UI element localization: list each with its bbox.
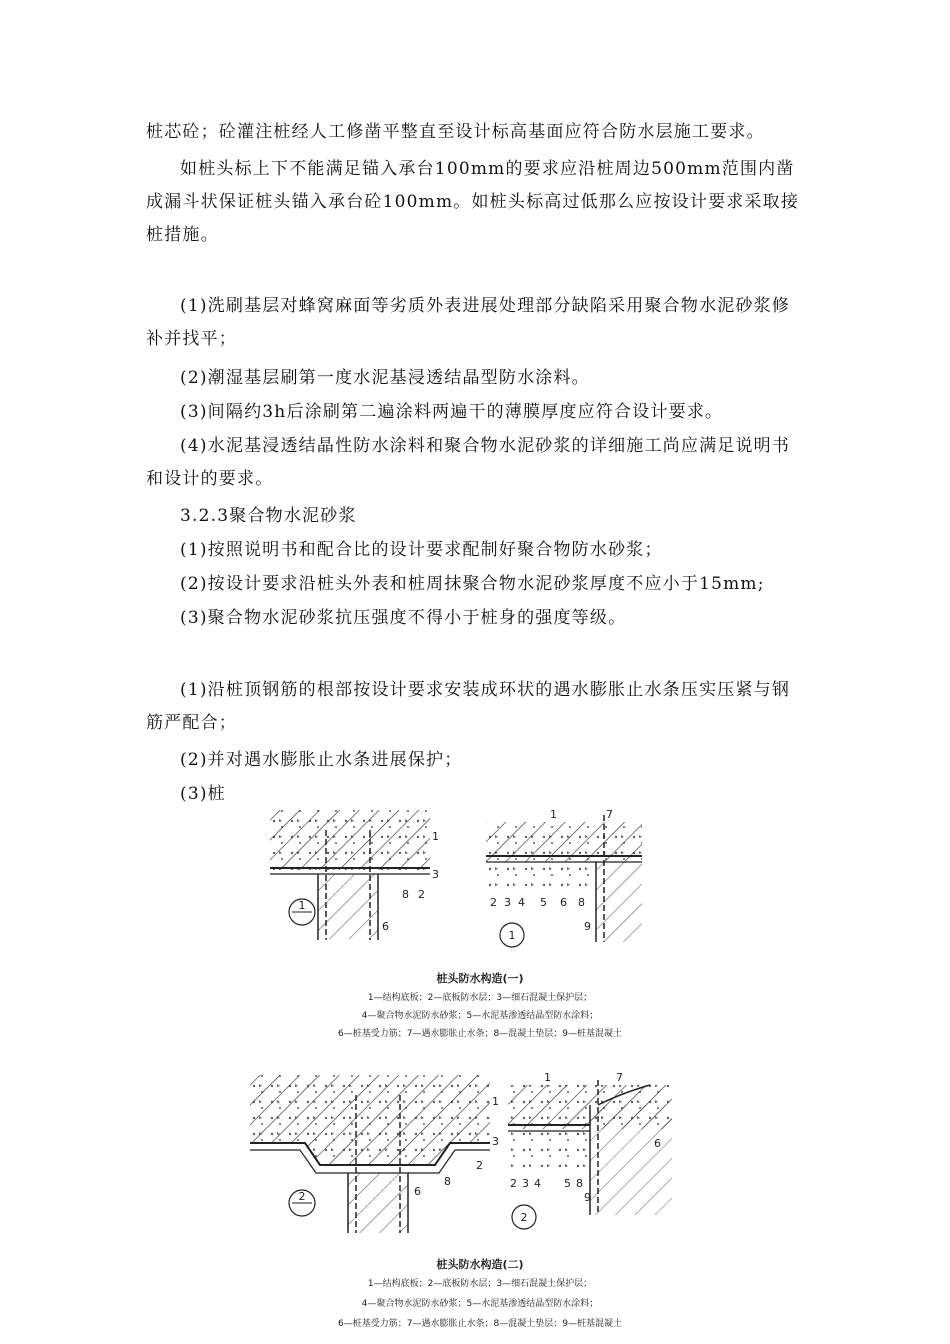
figure-1-caption-line-3: 6—桩基受力筋；7—遇水膨胀止水条；8—混凝土垫层；9—桩基混凝土 [338,1029,622,1039]
mortar-step-1: (1)按照说明书和配合比的设计要求配制好聚合物防水砂浆； [180,540,663,560]
figure-2-caption-line-1: 1—结构底板；2—底板防水层；3—细石混凝土保护层； [367,1279,593,1289]
label-8-right: 8 [578,896,585,909]
label-1-right: 1 [550,808,557,821]
detail-mark-2b: 2 [520,1211,528,1224]
pile-head-waterproofing-figure-2 [250,1065,680,1240]
figure-2-caption-line-2: 4—聚合物水泥防水砂浆；5—水泥基渗透结晶型防水涂料； [361,1299,599,1309]
figure-1-caption-title: 桩头防水构造(一) [436,972,524,985]
label-2: 2 [418,888,425,901]
label-1: 1 [432,830,439,843]
fig2-label-6: 6 [414,1185,421,1198]
fig2-label-1-right: 1 [544,1071,551,1084]
waterstop-step-2: (2)并对遇水膨胀止水条进展保护； [180,750,463,770]
label-4: 4 [518,896,525,909]
label-2-right: 2 [490,896,497,909]
figure-2-caption-line-3: 6—桩基受力筋；7—遇水膨胀止水条；8—混凝土垫层；9—桩基混凝土 [338,1319,622,1329]
fig2-label-4: 4 [534,1177,541,1190]
fig2-label-5: 5 [564,1177,571,1190]
step-3-second-coat: (3)间隔约3h后涂刷第二遍涂料两遍干的薄膜厚度应符合设计要求。 [180,402,724,422]
label-8: 8 [402,888,409,901]
step-4-requirements: (4)水泥基浸透结晶性防水涂料和聚合物水泥砂浆的详细施工尚应满足说明书和设计的要求。 [146,436,791,489]
label-6: 6 [382,920,389,933]
detail-mark-1b: 1 [508,929,516,942]
section-heading-3-2-3: 3.2.3聚合物水泥砂浆 [180,506,357,526]
fig2-label-8-right: 8 [576,1177,583,1190]
paragraph-2: 如桩头标上下不能满足锚入承台100mm的要求应沿桩周边500mm范围内凿成漏斗状保证桩头锚入承台砼100mm。如桩头标高过低那么应按设计要求采取接桩措施。 [146,159,800,245]
detail-mark-2a: 2 [298,1190,306,1203]
step-2-first-coat: (2)潮湿基层刷第一度水泥基浸透结晶型防水涂料。 [180,368,590,388]
waterstop-step-3: (3)桩 [180,784,226,804]
fig2-label-3-right: 3 [522,1177,529,1190]
paragraph-1: 桩芯砼；砼灌注桩经人工修凿平整直至设计标高基面应符合防水层施工要求。 [146,122,765,142]
pile-head-waterproofing-figure-1 [270,800,650,950]
fig2-label-7: 7 [616,1071,623,1084]
label-3: 3 [432,868,439,881]
waterstop-step-1: (1)沿桩顶钢筋的根部按设计要求安装成环状的遇水膨胀止水条压实压紧与钢筋严配合； [146,680,791,733]
figure-1-caption-line-1: 1—结构底板；2—底板防水层；3—细石混凝土保护层； [367,993,593,1003]
fig2-label-8: 8 [444,1175,451,1188]
fig2-label-2-right: 2 [510,1177,517,1190]
fig2-label-9: 9 [584,1191,591,1204]
step-1-base-cleaning: (1)洗刷基层对蜂窝麻面等劣质外表进展处理部分缺陷采用聚合物水泥砂浆修补并找平； [146,296,791,349]
figure-1-caption-line-2: 4—聚合物水泥防水砂浆；5—水泥基渗透结晶型防水涂料； [361,1011,599,1021]
figure-2-caption-title: 桩头防水构造(二) [436,1258,524,1271]
mortar-step-3: (3)聚合物水泥砂浆抗压强度不得小于桩身的强度等级。 [180,608,627,628]
fig2-label-2: 2 [476,1159,483,1172]
mortar-step-2: (2)按设计要求沿桩头外表和桩周抹聚合物水泥砂浆厚度不应小于15mm; [180,574,765,594]
label-7: 7 [606,808,613,821]
fig2-label-6-right: 6 [654,1137,661,1150]
fig2-label-1: 1 [492,1095,499,1108]
label-3-right: 3 [504,896,511,909]
label-5: 5 [540,896,547,909]
label-9: 9 [584,920,591,933]
label-6-right: 6 [560,896,567,909]
fig2-label-3: 3 [492,1135,499,1148]
detail-mark-1a: 1 [298,899,306,912]
